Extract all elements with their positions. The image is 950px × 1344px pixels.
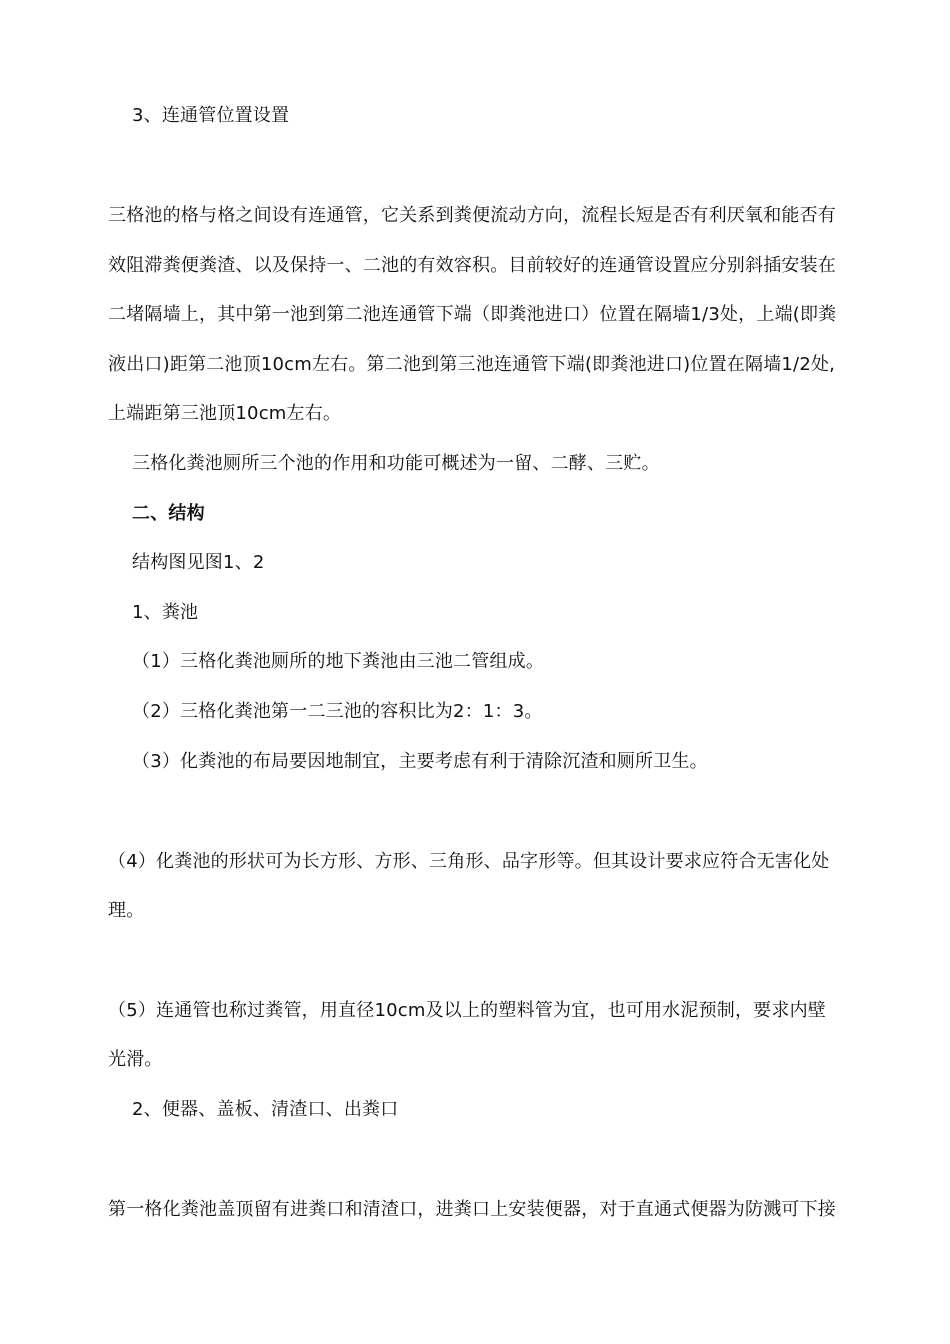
paragraph-line: 效阻滞粪便粪渣、以及保持一、二池的有效容积。目前较好的连通管设置应分别斜插安装在: [108, 255, 836, 276]
paragraph-line: 二堵隔墙上，其中第一池到第二池连通管下端（即粪池进口）位置在隔墙1/3处，上端(即粪: [108, 304, 837, 325]
list-item: （1）三格化粪池厕所的地下粪池由三池二管组成。: [132, 651, 545, 672]
item-title-toilet-parts: 2、便器、盖板、清渣口、出粪口: [132, 1099, 399, 1120]
list-item-continuation: 光滑。: [108, 1049, 163, 1070]
section-title-structure: 二、结构: [132, 503, 205, 524]
list-item: （2）三格化粪池第一二三池的容积比为2：1：3。: [132, 701, 543, 722]
structure-figure-reference: 结构图见图1、2: [132, 552, 265, 573]
list-item: （4）化粪池的形状可为长方形、方形、三角形、品字形等。但其设计要求应符合无害化处: [108, 851, 830, 872]
paragraph-line: 上端距第三池顶10cm左右。: [108, 403, 342, 424]
list-item: （3）化粪池的布局要因地制宜，主要考虑有利于清除沉渣和厕所卫生。: [132, 751, 708, 772]
paragraph-summary: 三格化粪池厕所三个池的作用和功能可概述为一留、二酵、三贮。: [132, 453, 660, 474]
paragraph-line: 三格池的格与格之间设有连通管，它关系到粪便流动方向，流程长短是否有利厌氧和能否有: [108, 205, 836, 226]
list-item: （5）连通管也称过粪管，用直径10cm及以上的塑料管为宜，也可用水泥预制，要求内壁: [108, 1000, 826, 1021]
item-title-septic-tank: 1、粪池: [132, 602, 199, 623]
list-item-continuation: 理。: [108, 900, 145, 921]
paragraph-line: 液出口)距第二池顶10cm左右。第二池到第三池连通管下端(即粪池进口)位置在隔墙1/2处,: [108, 354, 836, 375]
paragraph-line: 第一格化粪池盖顶留有进粪口和清渣口，进粪口上安装便器，对于直通式便器为防溅可下接: [108, 1199, 836, 1220]
subsection-heading-connecting-pipe: 3、连通管位置设置: [132, 105, 290, 126]
